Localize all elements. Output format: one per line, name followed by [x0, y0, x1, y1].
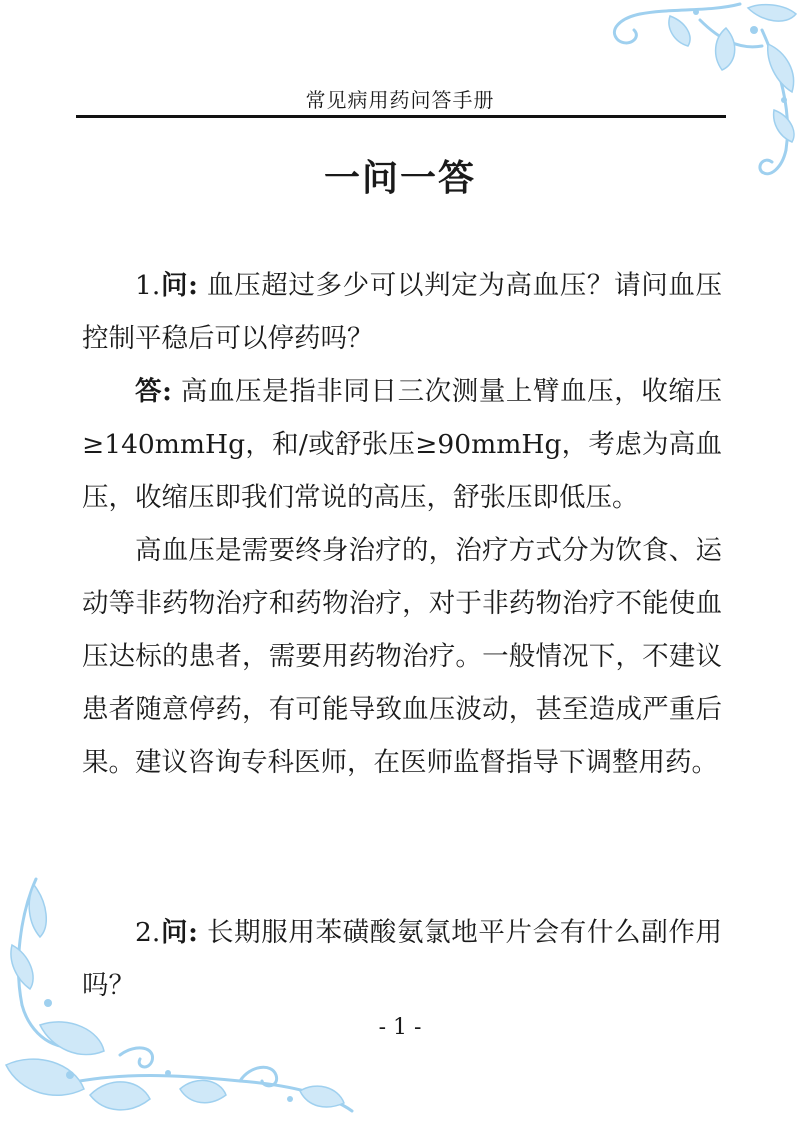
question-label: 问: — [160, 270, 198, 301]
answer-1-paragraph-2: 高血压是需要终身治疗的，治疗方式分为饮食、运动等非药物治疗和药物治疗，对于非药物治疗不能使血压达标的患者，需要用药物治疗。一般情况下，不建议患者随意停药，有可能导致血压波动，甚至造成严重后果。建议咨询专科医师，在医师监督指导下调整用药。 — [82, 535, 722, 778]
question-text: 血压超过多少可以判定为高血压？请问血压控制平稳后可以停药吗？ — [82, 270, 722, 354]
question-2 — [82, 906, 722, 1012]
question-text: 长期服用苯磺酸氨氯地平片会有什么副作用吗？ — [82, 917, 722, 1001]
question-number: 2. — [135, 917, 161, 948]
qa-item-1 — [82, 259, 722, 789]
answer-1-paragraph-1 — [82, 365, 722, 524]
page-number: - 1 - — [378, 1015, 422, 1040]
page-title: 一问一答 — [323, 158, 476, 199]
question-number: 1. — [135, 270, 161, 301]
question-1 — [82, 259, 722, 365]
header-divider — [76, 115, 726, 118]
answer-text: 高血压是指非同日三次测量上臂血压，收缩压≥140mmHg，和/或舒张压≥90mmHg，考虑为高血压，收缩压即我们常说的高压，舒张压即低压。 — [82, 376, 722, 513]
question-label: 问: — [160, 917, 198, 948]
book-title-header: 常见病用药问答手册 — [305, 88, 495, 112]
answer-label: 答: — [135, 376, 172, 407]
qa-item-2 — [82, 906, 722, 1012]
